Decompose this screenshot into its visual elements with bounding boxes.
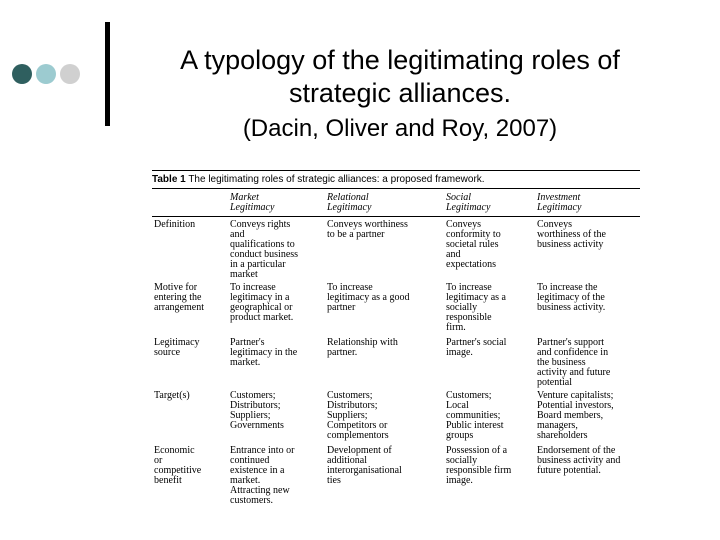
table-cell: Customers; Distributors; Suppliers; Governments xyxy=(230,390,284,431)
table-caption-label: Table 1 xyxy=(152,174,186,185)
table-cell: To increase legitimacy as a good partner xyxy=(327,282,410,313)
row-label: Definition xyxy=(154,219,196,230)
table-cell: Customers; Local communities; Public interest groups xyxy=(446,390,504,441)
table-header-relational: Relational Legitimacy xyxy=(325,189,444,217)
table-cell: Conveys rights and qualifications to conduct business in a particular market xyxy=(230,219,299,280)
table-cell: Entrance into or continued existence in a market. Attracting new customers. xyxy=(230,445,295,506)
table-grid xyxy=(152,189,640,506)
slide-title-line-2: strategic alliances. xyxy=(288,78,512,108)
table-cell: To increase the legitimacy of the business activity. xyxy=(537,282,606,313)
legitimacy-framework-table xyxy=(152,170,640,506)
table-row-legitimacy-source xyxy=(152,335,640,388)
table-cell: Conveys worthiness of the business activity xyxy=(537,219,606,250)
table-cell: Endorsement of the business activity and future potential. xyxy=(537,445,621,476)
row-label: Motive for entering the arrangement xyxy=(154,282,204,313)
table-cell: Partner's social image. xyxy=(446,337,507,358)
table-cell: Partner's support and confidence in the business activity and future potential xyxy=(537,337,611,388)
table-cell: Partner's legitimacy in the market. xyxy=(230,337,298,368)
table-header-corner xyxy=(152,189,228,217)
slide-bullet-dots xyxy=(12,64,80,84)
table-cell: Relationship with partner. xyxy=(327,337,398,358)
table-cell: Conveys conformity to societal rules and expectations xyxy=(446,219,501,270)
bullet-dot-teal xyxy=(36,64,56,84)
row-label: Economic or competitive benefit xyxy=(154,445,202,486)
bullet-dot-dark xyxy=(12,64,32,84)
row-label: Target(s) xyxy=(154,390,190,401)
title-divider-line xyxy=(105,22,110,126)
table-header-row xyxy=(152,189,640,217)
table-cell: To increase legitimacy in a geographical or product market. xyxy=(230,282,294,323)
table-header-social: Social Legitimacy xyxy=(444,189,535,217)
table-caption-text: The legitimating roles of strategic alliances: a proposed framework. xyxy=(188,174,485,185)
table-header-market: Market Legitimacy xyxy=(228,189,325,217)
table-row-benefit xyxy=(152,443,640,506)
table-row-definition xyxy=(152,217,640,281)
table-cell: Conveys worthiness to be a partner xyxy=(327,219,408,240)
bullet-dot-grey xyxy=(60,64,80,84)
table-cell: Possession of a socially responsible firm image. xyxy=(446,445,512,486)
table-cell: To increase legitimacy as a socially responsible firm. xyxy=(446,282,506,333)
slide-title-line-1: A typology of the legitimating roles of xyxy=(180,45,620,75)
table-header-investment: Investment Legitimacy xyxy=(535,189,640,217)
table-cell: Venture capitalists; Potential investors, Board members, managers, shareholders xyxy=(537,390,614,441)
table-cell: Customers; Distributors; Suppliers; Competitors or complementors xyxy=(327,390,389,441)
table-caption xyxy=(152,170,640,189)
table-row-targets xyxy=(152,388,640,443)
slide-title xyxy=(140,44,660,110)
table-row-motive xyxy=(152,280,640,335)
slide-subtitle-citation: (Dacin, Oliver and Roy, 2007) xyxy=(242,115,558,142)
table-cell: Development of additional interorganisational ties xyxy=(327,445,402,486)
row-label: Legitimacy source xyxy=(154,337,200,358)
